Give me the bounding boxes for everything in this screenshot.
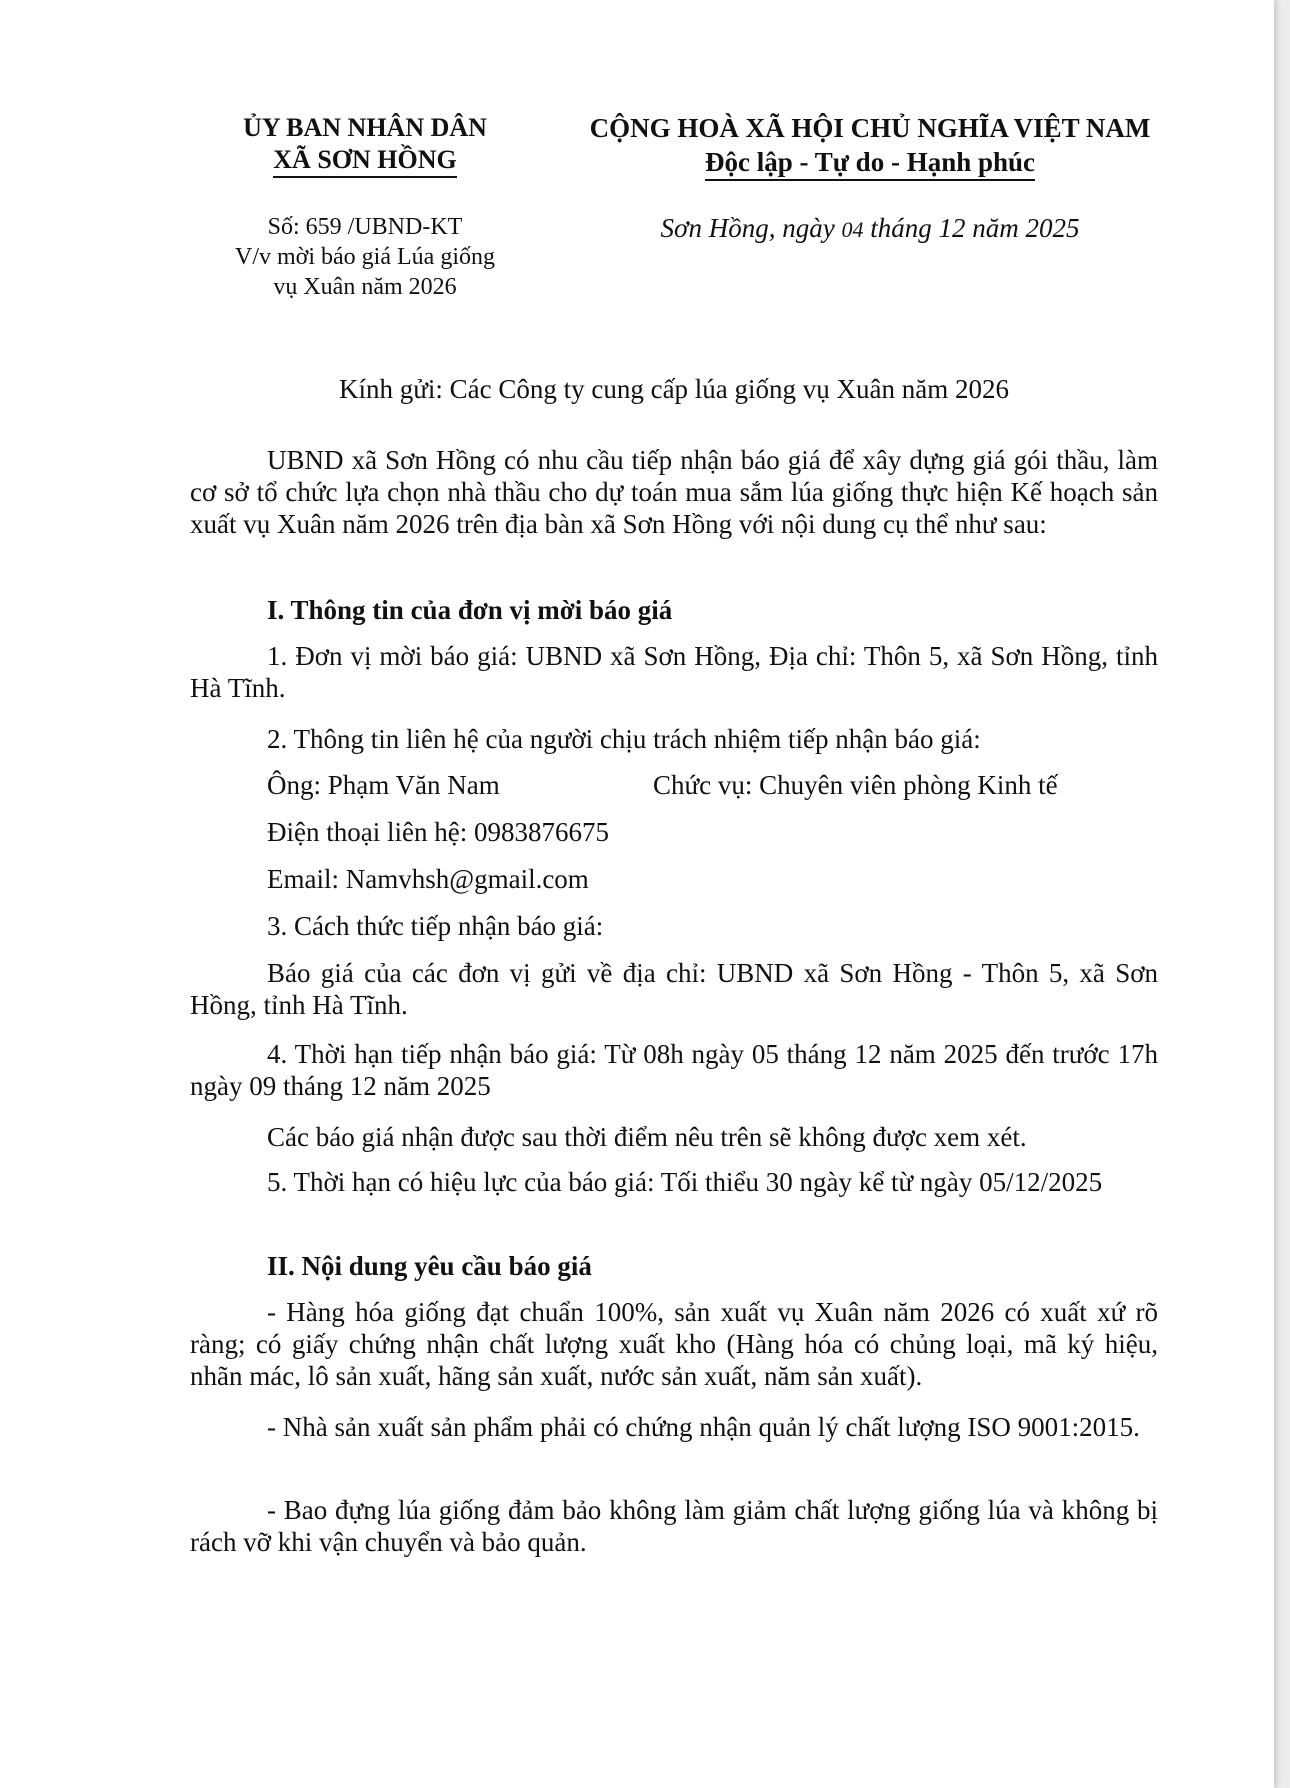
document-number: Số: 659 /UBND-KT <box>267 214 463 240</box>
commune-name: XÃ SƠN HỒNG <box>273 144 456 178</box>
contact-email: Email: Namvhsh@gmail.com <box>267 864 589 894</box>
agency-header <box>200 112 530 178</box>
recipient-line: Kính gửi: Các Công ty cung cấp lúa giống vụ Xuân năm 2026 <box>338 374 1010 404</box>
section-1-item-1: 1. Đơn vị mời báo giá: UBND xã Sơn Hồng, Địa chỉ: Thôn 5, xã Sơn Hồng, tỉnh Hà Tĩnh. <box>190 641 1158 703</box>
section-1-item-4-note: Các báo giá nhận được sau thời điểm nêu trên sẽ không được xem xét. <box>267 1122 1027 1152</box>
document-date <box>590 213 1150 244</box>
national-title: CỘNG HOÀ XÃ HỘI CHỦ NGHĨA VIỆT NAM <box>589 113 1151 143</box>
section-1-item-5: 5. Thời hạn có hiệu lực của báo giá: Tối thiểu 30 ngày kể từ ngày 05/12/2025 <box>267 1167 1103 1197</box>
contact-position: Chức vụ: Chuyên viên phòng Kinh tế <box>653 770 1058 800</box>
date-day: 04 <box>841 217 864 242</box>
document-subject-line1: V/v mời báo giá Lúa giống <box>235 244 495 270</box>
section-1-item-3-detail: Báo giá của các đơn vị gửi về địa chỉ: UBND xã Sơn Hồng - Thôn 5, xã Sơn Hồng, tỉnh Hà Tĩnh. <box>190 958 1158 1020</box>
requirement-3: - Bao đựng lúa giống đảm bảo không làm giảm chất lượng giống lúa và không bị rách vỡ khi vận chuyển và bảo quản. <box>190 1495 1158 1557</box>
section-2-title: II. Nội dung yêu cầu báo giá <box>267 1251 592 1281</box>
date-prefix: Sơn Hồng, ngày <box>660 213 835 243</box>
section-1-title: I. Thông tin của đơn vị mời báo giá <box>267 595 673 625</box>
national-header <box>560 111 1180 181</box>
contact-row <box>267 770 1058 801</box>
agency-name: ỦY BAN NHÂN DÂN <box>243 113 487 142</box>
document-subject-line2: vụ Xuân năm 2026 <box>273 274 457 300</box>
document-reference <box>210 212 520 302</box>
requirement-2: - Nhà sản xuất sản phẩm phải có chứng nhận quản lý chất lượng ISO 9001:2015. <box>267 1412 1140 1442</box>
section-1-item-4: 4. Thời hạn tiếp nhận báo giá: Từ 08h ngày 05 tháng 12 năm 2025 đến trước 17h ngày 09 tháng 12 năm 2025 <box>190 1039 1158 1101</box>
section-1-item-3: 3. Cách thức tiếp nhận báo giá: <box>267 911 604 941</box>
requirement-1: - Hàng hóa giống đạt chuẩn 100%, sản xuất vụ Xuân năm 2026 có xuất xứ rõ ràng; có giấy chứng nhận chất lượng xuất kho (Hàng hóa có chủng loại, mã ký hiệu, nhãn mác, lô sản xuất, hãng sản xuất, nước sản xuất, năm sản xuất). <box>190 1297 1158 1391</box>
section-1-item-2: 2. Thông tin liên hệ của người chịu trách nhiệm tiếp nhận báo giá: <box>267 724 981 754</box>
date-suffix: tháng 12 năm 2025 <box>870 213 1080 243</box>
contact-phone: Điện thoại liên hệ: 0983876675 <box>267 817 609 847</box>
intro-paragraph: UBND xã Sơn Hồng có nhu cầu tiếp nhận báo giá để xây dựng giá gói thầu, làm cơ sở tổ chức lựa chọn nhà thầu cho dự toán mua sắm lúa giống thực hiện Kế hoạch sản xuất vụ Xuân năm 2026 trên địa bàn xã Sơn Hồng với nội dung cụ thể như sau: <box>190 445 1158 539</box>
national-motto: Độc lập - Tự do - Hạnh phúc <box>705 145 1035 181</box>
contact-name: Ông: Phạm Văn Nam <box>267 770 500 800</box>
